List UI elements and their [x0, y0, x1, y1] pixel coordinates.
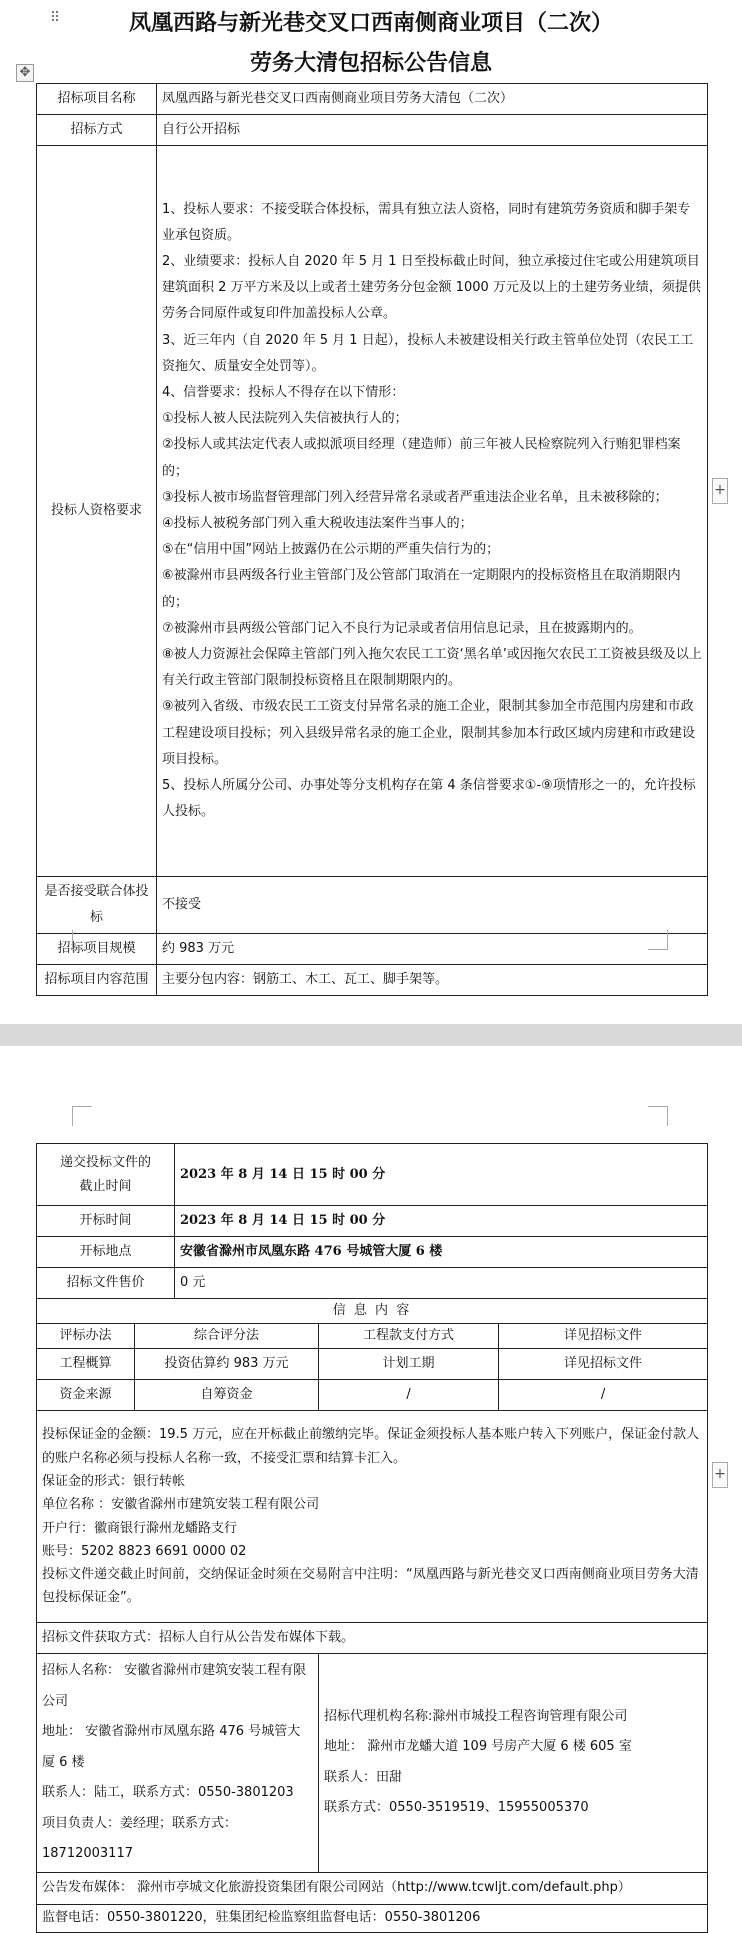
table-move-icon[interactable]: ✥ — [16, 64, 34, 82]
qualification-item: 1、投标人要求：不接受联合体投标，需具有独立法人资格，同时有建筑劳务资质和脚手架专业承包资质。 — [162, 201, 691, 243]
add-row-icon[interactable]: + — [712, 478, 728, 504]
obtain-method: 招标文件获取方式：招标人自行从公告发布媒体下载。 — [37, 1623, 708, 1654]
qualification-item: 2、业绩要求：投标人自 2020 年 5 月 1 日至投标截止时间，独立承接过住宅或公用建筑项目建筑面积 2 万平方米及以上或者土建劳务分包金额 1000 万元及以上的土建劳务业绩，须提供劳务合同原件或复印件加盖投标人公章。 — [162, 253, 701, 322]
deposit-line: 投标文件递交截止时间前，交纳保证金时须在交易附言中注明：“凤凰西路与新光巷交叉口西南侧商业项目劳务大清包投标保证金”。 — [42, 1567, 699, 1606]
qualification-item: ②投标人或其法定代表人或拟派项目经理（建造师）前三年被人民检察院列入行贿犯罪档案的； — [162, 437, 681, 479]
page-separator — [0, 1024, 742, 1046]
eval-label: 评标办法 — [37, 1324, 135, 1349]
qualification-item: ⑤在“信用中国”网站上披露仍在公示期的严重失信行为的； — [162, 542, 500, 558]
payment-label: 工程款支付方式 — [319, 1324, 499, 1349]
table-row — [37, 1268, 708, 1299]
table-row — [37, 934, 708, 965]
document-page-2 — [0, 1046, 742, 1925]
consortium-label: 是否接受联合体投标 — [37, 877, 157, 934]
deposit-info — [37, 1411, 708, 1623]
price-label: 招标文件售价 — [37, 1268, 175, 1299]
table-row — [37, 1324, 708, 1349]
qualification-item: ⑦被滁州市县两级公管部门记入不良行为记录或者信用信息记录，且在披露期内的。 — [162, 620, 642, 636]
tenderer-line: 项目负责人：姜经理；联系方式：18712003117 — [42, 1815, 238, 1861]
bid-schedule-table — [36, 1143, 708, 1933]
tenderer-line: 招标人名称： 安徽省滁州市建筑安装工程有限公司 — [42, 1663, 307, 1709]
supervise-phone: 监督电话：0550-3801220，驻集团纪检监察组监督电话：0550-3801206 — [37, 1904, 708, 1932]
qualification-item: ⑧被人力资源社会保障主管部门列入拖欠农民工工资‘黑名单’或因拖欠农民工工资被县级及以上有关行政主管部门限制投标资格且在限制期限内的。 — [162, 647, 702, 689]
publish-media: 公告发布媒体： 滁州市亭城文化旅游投资集团有限公司网站（http://www.tcwljt.com/default.php） — [37, 1872, 708, 1904]
qualification-item: ⑥被滁州市县两级各行业主管部门及公管部门取消在一定期限内的投标资格且在取消期限内的； — [162, 568, 681, 610]
empty-cell-slash: / — [319, 1380, 499, 1411]
open-place-value: 安徽省滁州市凤凰东路 476 号城管大厦 6 楼 — [175, 1237, 708, 1268]
document-title-line1: 凤凰西路与新光巷交叉口西南侧商业项目（二次） — [128, 10, 613, 36]
open-time-label: 开标时间 — [37, 1206, 175, 1237]
tenderer-line: 联系人：陆工，联系方式：0550-3801203 — [42, 1785, 294, 1800]
deposit-line: 投标保证金的金额：19.5 万元，应在开标截止前缴纳完毕。保证金须投标人基本账户转入下列账户，保证金付款人的账户名称必须与投标人名称一致，不接受汇票和结算卡汇入。 — [42, 1427, 700, 1466]
table-row — [37, 1623, 708, 1654]
tender-info-table — [36, 83, 708, 996]
scale-label: 招标项目规模 — [37, 934, 157, 965]
table-row — [37, 1380, 708, 1411]
qualification-item: 5、投标人所属分公司、办事处等分支机构存在第 4 条信誉要求①-⑨项情形之一的，允许投标人投标。 — [162, 778, 696, 820]
qualification-item: ④投标人被税务部门列入重大税收违法案件当事人的； — [162, 516, 473, 531]
fund-label: 资金来源 — [37, 1380, 135, 1411]
agent-line: 联系人：田甜 — [324, 1769, 403, 1785]
margin-corner-mark — [72, 930, 92, 950]
table-row — [37, 1349, 708, 1380]
table-row — [37, 1206, 708, 1237]
open-time-value: 2023 年 8 月 14 日 15 时 00 分 — [175, 1206, 708, 1237]
qualification-label: 投标人资格要求 — [37, 146, 157, 877]
agent-line: 招标代理机构名称:滁州市城投工程咨询管理有限公司 — [324, 1708, 628, 1724]
table-row — [37, 877, 708, 934]
table-row — [37, 1654, 708, 1873]
method-label: 招标方式 — [37, 115, 157, 146]
table-row — [37, 1299, 708, 1324]
scope-value: 主要分包内容：钢筋工、木工、瓦工、脚手架等。 — [157, 965, 708, 996]
table-row — [37, 1872, 708, 1904]
drag-handle-icon[interactable]: ⠿ — [50, 10, 60, 26]
qualification-item: ③投标人被市场监督管理部门列入经营异常名录或者严重违法企业名单，且未被移除的； — [162, 489, 668, 505]
info-section-header: 信 息 内 容 — [37, 1299, 708, 1324]
scale-value: 约 983 万元 — [157, 934, 708, 965]
qualification-item: 4、信誉要求：投标人不得存在以下情形： — [162, 384, 405, 400]
agent-line: 地址： 滁州市龙蟠大道 109 号房产大厦 6 楼 605 室 — [324, 1739, 632, 1755]
open-place-label: 开标地点 — [37, 1237, 175, 1268]
table-row — [37, 84, 708, 115]
deadline-label-line2: 截止时间 — [79, 1178, 132, 1194]
method-value: 自行公开招标 — [157, 115, 708, 146]
project-name-value: 凤凰西路与新光巷交叉口西南侧商业项目劳务大清包（二次） — [157, 84, 708, 115]
agent-contact — [319, 1654, 708, 1873]
tenderer-line: 地址： 安徽省滁州市凤凰东路 476 号城管大厦 6 楼 — [42, 1724, 301, 1770]
schedule-label: 计划工期 — [319, 1349, 499, 1380]
budget-value: 投资估算约 983 万元 — [135, 1349, 319, 1380]
payment-value: 详见招标文件 — [499, 1324, 708, 1349]
fund-value: 自筹资金 — [135, 1380, 319, 1411]
margin-corner-mark — [648, 930, 668, 950]
table-row — [37, 1237, 708, 1268]
table-row — [37, 1144, 708, 1206]
tenderer-contact — [37, 1654, 319, 1873]
qualification-item: ⑨被列入省级、市级农民工工资支付异常名录的施工企业，限制其参加全市范围内房建和市政工程建设项目投标；列入县级异常名录的施工企业，限制其参加本行政区域内房建和市政建设项目投标。 — [162, 699, 696, 767]
deadline-label — [37, 1144, 175, 1206]
table-row — [37, 146, 708, 877]
table-row — [37, 1411, 708, 1623]
deposit-line: 账号：5202 8823 6691 0000 02 — [42, 1543, 247, 1559]
agent-line: 联系方式：0550-3519519、15955005370 — [324, 1800, 589, 1816]
schedule-value: 详见招标文件 — [499, 1349, 708, 1380]
table-row — [37, 115, 708, 146]
deposit-line: 保证金的形式：银行转帐 — [42, 1473, 186, 1489]
scope-label: 招标项目内容范围 — [37, 965, 157, 996]
empty-cell-slash: / — [499, 1380, 708, 1411]
add-row-icon[interactable]: + — [712, 1462, 728, 1488]
budget-label: 工程概算 — [37, 1349, 135, 1380]
table-row — [37, 1904, 708, 1932]
deposit-line: 开户行：徽商银行滁州龙蟠路支行 — [42, 1520, 238, 1536]
project-name-label: 招标项目名称 — [37, 84, 157, 115]
table-row — [37, 965, 708, 996]
deadline-value: 2023 年 8 月 14 日 15 时 00 分 — [175, 1144, 708, 1206]
qualification-item: ①投标人被人民法院列入失信被执行人的； — [162, 411, 408, 427]
qualification-item: 3、近三年内（自 2020 年 5 月 1 日起），投标人未被建设相关行政主管单位处罚（农民工工资拖欠、质量安全处罚等）。 — [162, 332, 694, 374]
document-title-line2: 劳务大清包招标公告信息 — [249, 50, 492, 76]
consortium-value: 不接受 — [157, 877, 708, 934]
qualification-content — [157, 146, 708, 877]
price-value: 0 元 — [175, 1268, 708, 1299]
deadline-label-line1: 递交投标文件的 — [60, 1154, 152, 1170]
margin-corner-mark — [648, 1106, 668, 1126]
deposit-line: 单位名称 ：安徽省滁州市建筑安装工程有限公司 — [42, 1497, 320, 1513]
eval-value: 综合评分法 — [135, 1324, 319, 1349]
margin-corner-mark — [72, 1106, 92, 1126]
